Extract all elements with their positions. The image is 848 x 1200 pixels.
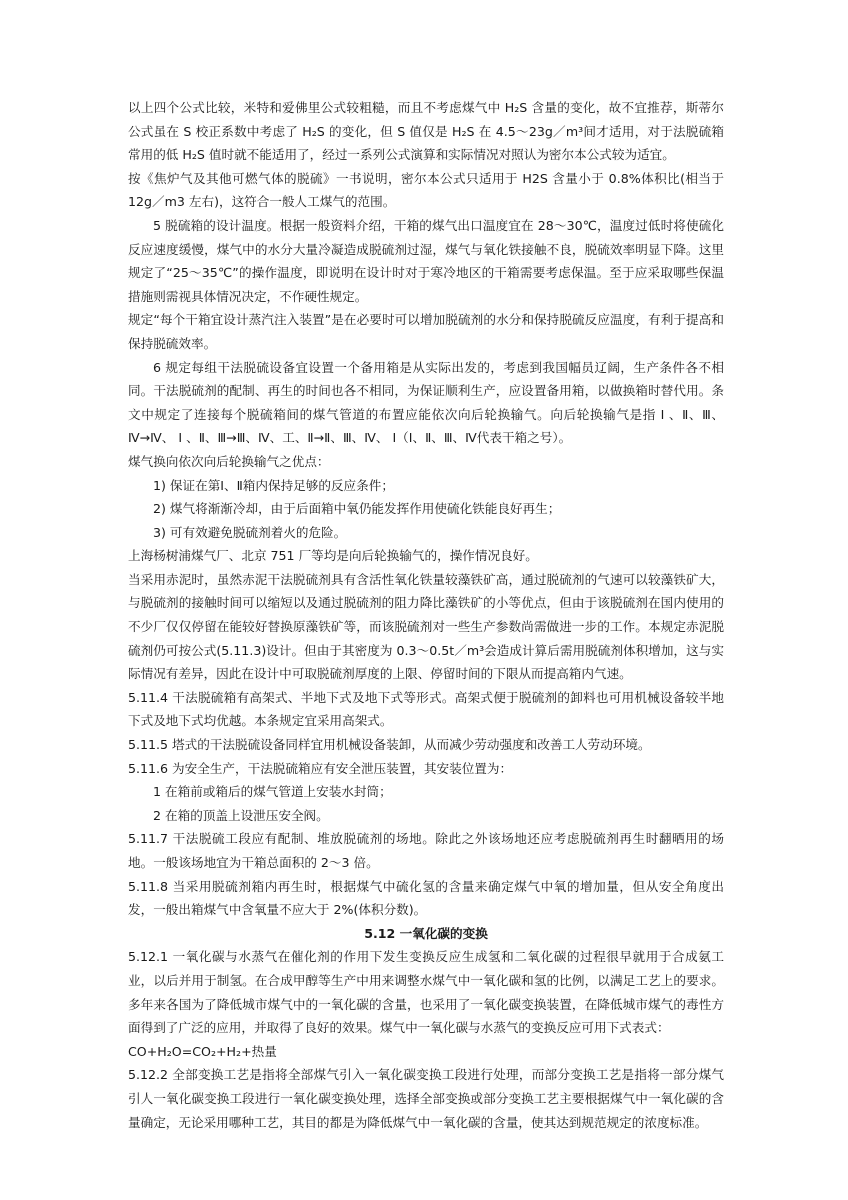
clause-5-11-5: 5.11.5 塔式的干法脱硫设备同样宜用机械设备装卸，从而减少劳动强度和改善工人劳动环境。: [128, 737, 651, 753]
clause-5-11-7: 5.11.7 干法脱硫工段应有配制、堆放脱硫剂的场地。除此之外该场地还应考虑脱硫剂再生时翻晒用的场地。一般该场地宜为干箱总面积的 2～3 倍。: [128, 831, 724, 870]
list-item: 1 在箱前或箱后的煤气管道上安装水封筒；: [153, 784, 392, 800]
paragraph-rotation-advantages: 煤气换向依次向后轮换输气之优点：: [128, 453, 330, 469]
clause-5-12-2: 5.12.2 全部变换工艺是指将全部煤气引入一氧化碳变换工段进行处理，而部分变换工艺是指将一部分煤气引人一氧化碳变换工段进行一氧化碳变换处理，选择全部变换或部分变换工艺主要根据煤气中一氧化碳的含量确定，无论采用哪种工艺，其目的都是为降低煤气中一氧化碳的含量，使其达到规范规定的浓度标准。: [128, 1067, 724, 1130]
document-page: [128, 96, 724, 1134]
paragraph-steam-injection: 规定“每个干箱宜设计蒸汽注入装置”是在必要时可以增加脱硫剂的水分和保持脱硫反应温度，有利于提高和保持脱硫效率。: [128, 312, 724, 351]
paragraph-formula-comparison: 以上四个公式比较，米特和爱佛里公式较粗糙，而且不考虑煤气中 H₂S 含量的变化，故不宜推荐，斯蒂尔公式虽在 S 校正系数中考虑了 H₂S 的变化，但 S 值仅是 H₂S 在 4.5～23g／m³间才适用，对于法脱硫箱常用的低 H₂S 值时就不能适用了，经过一系列公式演算和实际情况对照认为密尔本公式较为适宜。: [128, 100, 724, 163]
paragraph-item-5-temperature: 5 脱硫箱的设计温度。根据一般资料介绍，干箱的煤气出口温度宜在 28～30℃，温度过低时将使硫化反应速度缓慢，煤气中的水分大量冷凝造成脱硫剂过湿，煤气与氧化铁接触不良，脱硫效率明显下降。这里规定了“25～35℃”的操作温度，即说明在设计时对于寒冷地区的干箱需要考虑保温。至于应采取哪些保温措施则需视具体情况决定，不作硬性规定。: [128, 217, 724, 304]
paragraph-red-mud: 当采用赤泥时，虽然赤泥干法脱硫剂具有含活性氧化铁量较藻铁矿高，通过脱硫剂的气速可以较藻铁矿大，与脱硫剂的接触时间可以缩短以及通过脱硫剂的阻力降比藻铁矿的小等优点，但由于该脱硫剂在国内使用的不少厂仅仅停留在能较好替换原藻铁矿等，而该脱硫剂对一些生产参数尚需做进一步的工作。本规定赤泥脱硫剂仍可按公式(5.11.3)设计。但由于其密度为 0.3～0.5t／m³会造成计算后需用脱硫剂体积增加，这与实际情况有差异，因此在设计中可取脱硫剂厚度的上限、停留时间的下限从而提高箱内气速。: [128, 571, 724, 682]
clause-5-11-8: 5.11.8 当采用脱硫剂箱内再生时，根据煤气中硫化氢的含量来确定煤气中氧的增加量，但从安全角度出发，一般出箱煤气中含氧量不应大于 2%(体积分数)。: [128, 878, 724, 918]
list-item: 3) 可有效避免脱硫剂着火的危险。: [153, 524, 347, 540]
clause-5-12-1: 5.12.1 一氧化碳与水蒸气在催化剂的作用下发生变换反应生成氢和二氧化碳的过程很早就用于合成氨工业，以后并用于制氢。在合成甲醇等生产中用来调整水煤气中一氧化碳和氢的比例，以满足工艺上的要求。多年来各国为了降低城市煤气中的一氧化碳的含量，也采用了一氧化碳变换装置，在降低城市煤气的毒性方面得到了广泛的应用，并取得了良好的效果。煤气中一氧化碳与水蒸气的变换反应可用下式表式：: [128, 949, 724, 1036]
list-item: 2 在箱的顶盖上设泄压安全阀。: [153, 807, 329, 823]
clause-5-11-6: 5.11.6 为安全生产，干法脱硫箱应有安全泄压装置，其安装位置为：: [128, 760, 513, 776]
section-heading-5-12: 5.12 一氧化碳的变换: [364, 925, 488, 941]
paragraph-plant-examples: 上海杨树浦煤气厂、北京 751 厂等均是向后轮换输气的，操作情况良好。: [128, 548, 538, 564]
paragraph-item-6-standby-box: 6 规定每组干法脱硫设备宜设置一个备用箱是从实际出发的，考虑到我国幅员辽阔，生产条件各不相同。干法脱硫剂的配制、再生的时间也各不相同，为保证顺利生产，应设置备用箱，以做换箱时替代用。条文中规定了连接每个脱硫箱间的煤气管道的布置应能依次向后轮换输气。向后轮换输气是指 I 、Ⅱ、Ⅲ、Ⅳ→Ⅳ、 I 、Ⅱ、Ⅲ→Ⅲ、Ⅳ、工、Ⅱ→Ⅱ、Ⅲ、Ⅳ、 I（Ⅰ、Ⅱ、Ⅲ、Ⅳ代表干箱之号）。: [128, 359, 724, 446]
reaction-formula: CO+H₂O=CO₂+H₂+热量: [128, 1043, 277, 1059]
list-item: 2) 煤气将渐渐冷却，由于后面箱中氧仍能发挥作用使硫化铁能良好再生；: [153, 501, 561, 517]
clause-5-11-4: 5.11.4 干法脱硫箱有高架式、半地下式及地下式等形式。高架式便于脱硫剂的卸料也可用机械设备较半地下式及地下式均优越。本条规定宜采用高架式。: [128, 689, 724, 729]
list-item: 1) 保证在第Ⅰ、Ⅱ箱内保持足够的反应条件；: [153, 477, 394, 493]
paragraph-reference-note: 按《焦炉气及其他可燃气体的脱硫》一书说明，密尔本公式只适用于 H2S 含量小于 0.8%体积比(相当于 12g／m3 左右)，这符合一般人工煤气的范围。: [128, 170, 724, 210]
